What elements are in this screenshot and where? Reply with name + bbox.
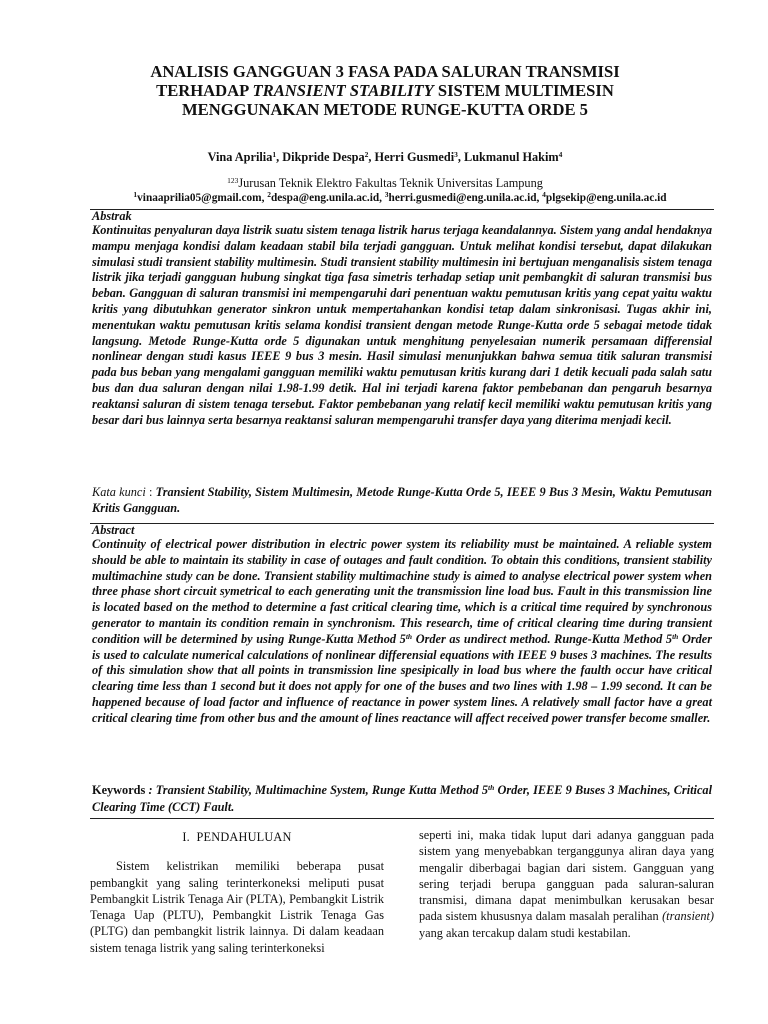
right-column bbox=[419, 827, 714, 941]
body-paragraph bbox=[419, 827, 714, 941]
kata-kunci-sep: : bbox=[145, 485, 156, 499]
abstract-heading: Abstract bbox=[92, 523, 135, 537]
author-sup: 1 bbox=[272, 150, 277, 159]
email-sup: 3 bbox=[384, 190, 389, 199]
abstract-text-a: Continuity of electrical power distribution in electric power system its reliability must be maintained. A reliable system should be able to maintain its stability in case of outages and fault condition. To obtain this conditions, transient stability multimachine study can be done. Transient stability multimachine study is aimed to analyse electrical power system when three phase short circuit symetrical to each generating unit the transmission line load bus. Fault in this transmission line is located based on the method to determine a fast critical clearing time, which is a critical time required by synchronous generator to mantain its condition remain in synchronism. This research, time of critical clearing time during transient condition will be determined by using Runge-Kutta Method 5 bbox=[92, 537, 712, 646]
title-line-3: MENGGUNAKAN METODE RUNGE-KUTTA ORDE 5 bbox=[182, 100, 588, 119]
email-link[interactable]: vinaaprilia05@gmail.com bbox=[137, 192, 262, 204]
divider bbox=[90, 818, 714, 819]
email-link[interactable]: plgsekip@eng.unila.ac.id bbox=[545, 192, 667, 204]
email-sup: 2 bbox=[267, 190, 271, 199]
section-heading: I. PENDAHULUAN bbox=[182, 830, 292, 844]
title-line-2-post: SISTEM MULTIMESIN bbox=[433, 81, 614, 100]
abstract-sup-a: th bbox=[405, 631, 413, 641]
author-name: Herri Gusmedi bbox=[374, 150, 455, 164]
author-name: Lukmanul Hakim bbox=[464, 150, 559, 164]
left-column bbox=[90, 829, 384, 956]
abstrak-section bbox=[92, 209, 712, 428]
affiliation-text: Jurusan Teknik Elektro Fakultas Teknik Universitas Lampung bbox=[238, 176, 543, 190]
body-text-italic: (transient) bbox=[662, 909, 714, 924]
kata-kunci-text: Transient Stability, Sistem Multimesin, Metode Runge-Kutta Orde 5, IEEE 9 Bus 3 Mesin, Waktu Pemutusan Kritis Gangguan. bbox=[92, 485, 712, 515]
author-name: Vina Aprilia bbox=[207, 150, 273, 164]
kata-kunci-label: Kata kunci bbox=[92, 485, 146, 499]
email-link[interactable]: herri.gusmedi@eng.unila.ac.id bbox=[388, 192, 537, 204]
abstract-text-c: Order is used to calculate numerical calculations of nonlinear differensial equations with IEEE 9 buses 3 machines. The results of this simulation show that all points in transmission line spesipically in load bus where the faulth occur have critical clearing time less than 1 second but it does not apply for one of the buses and two lines with 1.98 – 1.99 second. It can be happened because of load factor and influence of reactance in power system lines. A relatively small factor have a great critical clearing time from other bus and the amount of lines reactance will affect received power transfer become smaller. bbox=[92, 631, 712, 725]
title-line-1: ANALISIS GANGGUAN 3 FASA PADA SALURAN TRANSMISI bbox=[150, 62, 620, 81]
email-list: $^1$vinaaprilia05@gmail.com, $^2$despa@eng.unila.ac.id, $^3$herri.gusmedi@eng.unila.ac.id, $^4$plgsekip@eng.unila.ac.id bbox=[133, 190, 667, 204]
author-sup: 3 bbox=[454, 150, 458, 159]
affiliation-sup: 123 bbox=[227, 176, 239, 185]
affiliation bbox=[90, 176, 680, 191]
title-line-2-italic: TRANSIENT STABILITY bbox=[252, 81, 434, 100]
keywords bbox=[92, 782, 712, 816]
abstract-section bbox=[92, 523, 712, 727]
keywords-text-a: : Transient Stability, Multimachine System, Runge Kutta Method 5 bbox=[145, 783, 489, 797]
keywords-label: Keywords bbox=[92, 783, 146, 797]
body-text-b: yang akan tercakup dalam studi kestabilan. bbox=[419, 925, 631, 940]
email-sup: 1 bbox=[133, 190, 138, 199]
kata-kunci bbox=[92, 484, 712, 516]
author-sup: 2 bbox=[364, 150, 369, 159]
abstract-sup-b: th bbox=[672, 631, 679, 641]
paper-title bbox=[90, 62, 680, 119]
email-sup: 4 bbox=[542, 190, 546, 199]
abstract-text-b: Order as undirect method. Runge-Kutta Method 5 bbox=[412, 631, 673, 646]
abstrak-text: Kontinuitas penyaluran daya listrik suatu sistem tenaga listrik harus terjaga keandalannya. Sistem yang andal hendaknya mampu menjaga kondisi dalam keadaan stabil bila terjadi gangguan. Untuk melihat kondisi tersebut, dapat dilakukan simulasi studi transient stability multimesin. Studi transient stability multimesin ini bertujuan menganalisis sistem tenaga listrik jika terjadi gangguan hubung singkat tiga fasa simetris terhadap setiap unit pembangkit di saluran transmisi bus beban. Gangguan di saluran transmisi ini mempengaruhi dari penentuan waktu pemutusan kritis yang cepat yaitu waktu kritis yang dibutuhkan generator sinkron untuk mempertahankan kondisi tetap dalam sinkronisasi. Tugas akhir ini, menentukan waktu pemutusan kritis selama kondisi transient dengan metode Runge-Kutta orde 5 sebagai metode tidak langsung. Metode Runge-Kutta orde 5 digunakan untuk menghitung penyelesaian numerik persamaan differensial nonlinear dengan studi kasus IEEE 9 bus 3 mesin. Hasil simulasi menunjukkan bahwa semua titik saluran transmisi pada bus beban yang mengalami gangguan memiliki waktu pemutusan kritis kurang dari 1 detik kecuali pada salah satu bus dan dua saluran dengan nilai 1.98-1.99 detik. Hal ini terjadi karena faktor pembebanan dan pengaruh besarnya reaktansi saluran di sistem tenaga tersebut. Faktor pembebanan yang relatif kecil memiliki waktu pemutusan kritis yang besar dari bus lainnya serta besarnya reaktansi saluran mempengaruhi transfer daya yang diterima menjadi kecil. bbox=[92, 223, 712, 427]
keywords-text-b: Order, IEEE 9 Buses 3 Machines, Critical Clearing Time (CCT) Fault. bbox=[92, 783, 712, 814]
body-paragraph: Sistem kelistrikan memiliki beberapa pusat pembangkit yang saling terinterkoneksi meliputi pusat Pembangkit Listrik Tenaga Air (PLTA), Pembangkit Listrik Tenaga Uap (PLTU), Pembangkit Listrik Tenaga Gas (PLTG) dan pembangkit listrik lainnya. Di dalam keadaan sistem tenaga listrik yang saling terinterkoneksi bbox=[90, 859, 384, 955]
email-link[interactable]: despa@eng.unila.ac.id bbox=[270, 192, 380, 204]
abstract-text bbox=[92, 537, 712, 727]
keywords-sup: th bbox=[488, 783, 495, 792]
author-list: Vina Aprilia$^1$, Dikpride Despa$^2$, Herri Gusmedi$^3$, Lukmanul Hakim$^4$ bbox=[207, 150, 563, 164]
author-sup: 4 bbox=[558, 150, 563, 159]
body-text-a: seperti ini, maka tidak luput dari adanya gangguan pada sistem yang menyebabkan terganggunya aliran daya yang mengalir diberbagai bagian dari sistem. Gangguan yang sering terjadi berupa gangguan pada saluran-saluran transmisi, dimana dapat menimbulkan kerusakan besar pada sistem khususnya dalam masalah peralihan bbox=[419, 828, 714, 924]
title-line-2-pre: TERHADAP bbox=[156, 81, 253, 100]
abstrak-heading: Abstrak bbox=[92, 209, 132, 223]
title-line-2 bbox=[90, 81, 680, 100]
author-name: Dikpride Despa bbox=[282, 150, 365, 164]
